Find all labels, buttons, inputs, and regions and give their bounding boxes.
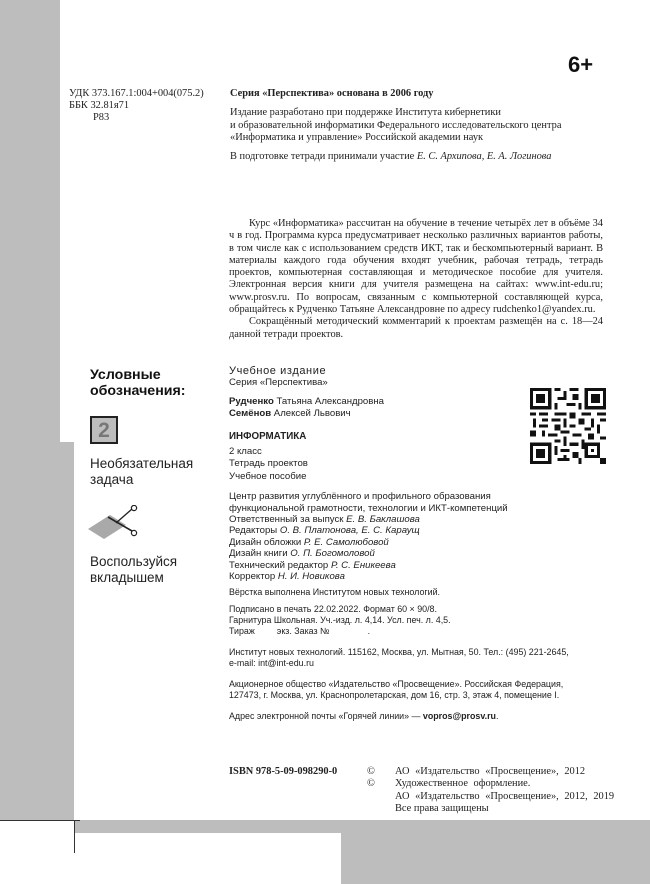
imprint [229,365,569,722]
classification-codes [69,88,204,124]
scissors-insert-icon [88,505,142,543]
optional-task-box-icon: 2 [90,416,118,444]
author: Семёнов Алексей Львович [229,407,351,419]
author-mark: Р83 [93,112,110,123]
print-run: Тираж экз. Заказ № . [229,626,371,637]
udk-code: УДК 373.167.1:004+004(075.2) [69,88,204,99]
institute-email: e-mail: int@int-edu.ru [229,658,314,669]
use-insert-label: Воспользуйся вкладышем [90,554,178,585]
abstract-paragraph: Курс «Информатика» рассчитан на обучение в течение четырёх лет в объёме 34 ч в год. Программа курса предусматривает несколько различных вариантов работы, в том числе как с использованием средств ИКТ, так и бескомпьютерный вариант. В материалы каждого года обучения входят учебник, рабочая тетрадь, тетрадь проектов, компьютерная составляющая и методическое пособие для учителя. Электронная версия книги для учителя размещена на сайтах: www.int-edu.ru; www.prosv.ru. По вопросам, связанным с компьютерной составляющей курса, обращайтесь к Рудченко Татьяне Александровне по адресу rudchenko1@yandex.ru. [229,218,603,316]
support-line: Издание разработано при поддержке Института кибернетики [230,107,501,119]
support-line: и образовательной информатики Федерального исследовательского центра [230,119,562,131]
isbn: ISBN 978-5-09-098290-0 [229,766,338,777]
crop-mark-vertical [74,820,75,853]
author: Рудченко Татьяна Александровна [229,396,385,408]
publisher-address: 127473, г. Москва, ул. Краснопролетарская, дом 16, стр. 3, этаж 4, помещение I. [229,690,560,701]
hotline: Адрес электронной почты «Горячей линии» — vopros@prosv.ru. [229,711,499,722]
series-founded: Серия «Перспектива» основана в 2006 году [230,88,434,99]
qr-code-icon [530,388,606,464]
course-abstract [229,218,603,341]
bottom-right-block [341,833,650,884]
left-margin-strip-bottom [0,442,74,820]
credit: Дизайн книги О. П. Богомоловой [229,548,375,560]
credit: Дизайн обложки Р. Е. Самолюбовой [229,536,389,548]
series-info [230,88,561,163]
left-margin-strip-top [0,0,60,442]
participants-names: Е. С. Архипова, Е. А. Логинова [416,151,552,163]
credit: Редакторы О. В. Платонова, Е. С. Караущ [229,525,420,537]
copyright-symbol: © [367,778,375,790]
subject-title: ИНФОРМАТИКА [229,431,307,443]
credit: Ответственный за выпуск Е. В. Баклашова [229,513,420,525]
bottom-margin-band [74,820,650,833]
grade: 2 класс [229,445,262,457]
copyright-block: © АО «Издательство «Просвещение», 2012 © Художественное оформление. АО «Издательство «Просвещение», 2012, 2019 Все права защищены [367,766,615,815]
support-line: «Информатика и управление» Российской академии наук [230,131,484,143]
institute-address: Институт новых технологий. 115162, Москва, ул. Мытная, 50. Тел.: (495) 221-2645, [229,647,569,658]
book-category: Учебное пособие [229,470,307,482]
typeface-info: Гарнитура Школьная. Уч.-изд. л. 4,14. Усл. печ. л. 4,5. [229,615,451,626]
crop-mark-horizontal [0,820,80,821]
legend-title: Условные обозначения: [90,367,186,399]
age-rating: 6+ [568,52,594,77]
series-name: Серия «Перспектива» [229,377,328,388]
credit: Корректор Н. И. Новикова [229,570,345,582]
edition-kind: Учебное издание [229,365,327,377]
credit: Технический редактор Р. С. Еникеева [229,559,396,571]
optional-task-label: Необязательная задача [90,456,194,487]
hotline-email: vopros@prosv.ru [422,711,496,722]
copyright-symbol: © [367,766,375,777]
center-line: функциональной грамотности, технологии и ИКТ-компетенций [229,502,508,514]
layout-note: Вёрстка выполнена Институтом новых технологий. [229,587,440,598]
center-line: Центр развития углублённого и профильного образования [229,491,491,503]
book-type: Тетрадь проектов [229,458,308,470]
abstract-paragraph: Сокращённый методический комментарий к проектам размещён на с. 18—24 данной тетради проектов. [229,316,603,340]
participants: В подготовке тетради принимали участие Е. С. Архипова, Е. А. Логинова [230,151,552,163]
bbk-code: ББК 32.81я71 [69,100,130,111]
publisher-address: Акционерное общество «Издательство «Просвещение». Российская Федерация, [229,679,564,690]
print-signed: Подписано в печать 22.02.2022. Формат 60 × 90/8. [229,604,437,615]
